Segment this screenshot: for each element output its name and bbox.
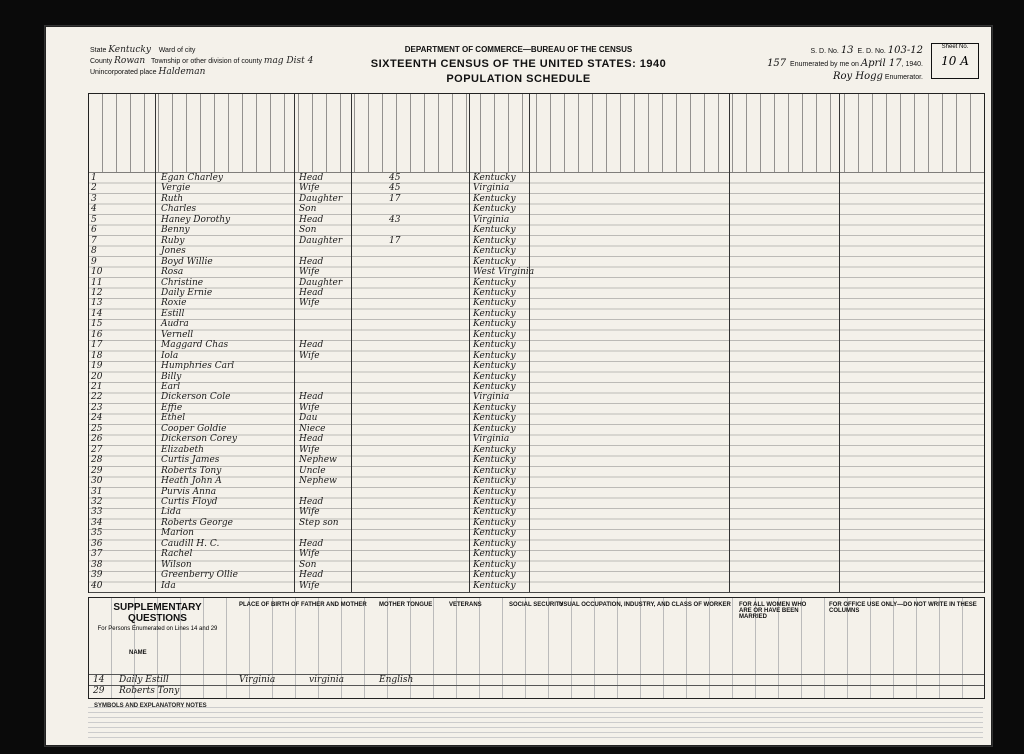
column-headers <box>89 94 984 173</box>
person-name: Ruth <box>161 193 183 204</box>
person-name: Ruby <box>161 235 185 246</box>
supp-women-header: FOR ALL WOMEN WHO ARE OR HAVE BEEN MARRIED <box>739 602 807 620</box>
stamp-number: 157 <box>767 58 787 69</box>
supp-row <box>89 685 984 696</box>
relationship: Head <box>299 496 324 507</box>
person-name: Greenberry Ollie <box>161 570 238 581</box>
sheet-value: 10 A <box>941 54 969 68</box>
supp-office-header: FOR OFFICE USE ONLY—DO NOT WRITE IN THESE COLUMNS <box>829 602 977 614</box>
census-sheet <box>45 26 992 746</box>
county-label: County <box>90 58 113 65</box>
line-number: 18 <box>91 350 103 361</box>
birthplace: Kentucky <box>473 287 516 298</box>
birthplace: Kentucky <box>473 225 516 236</box>
birthplace: Kentucky <box>473 570 516 581</box>
line-number: 17 <box>91 340 103 351</box>
age: 43 <box>389 214 401 225</box>
relationship: Head <box>299 570 324 581</box>
birthplace: West Virginia <box>473 267 535 278</box>
person-name: Earl <box>161 382 181 392</box>
supp-father-birth: Virginia <box>239 675 276 685</box>
supp-veterans-header: VETERANS <box>449 602 482 608</box>
line-number: 21 <box>91 382 103 392</box>
birthplace: Kentucky <box>473 423 516 434</box>
line-number: 40 <box>91 580 103 591</box>
divider <box>351 94 352 592</box>
line-number: 6 <box>91 225 97 236</box>
person-name: Wilson <box>161 559 192 570</box>
person-name: Iola <box>161 350 179 361</box>
line-number: 39 <box>91 570 103 581</box>
birthplace: Kentucky <box>473 235 516 246</box>
relationship: Wife <box>299 298 320 309</box>
line-number: 28 <box>91 455 103 466</box>
line-number: 16 <box>91 329 103 340</box>
line-number: 15 <box>91 319 103 330</box>
person-name: Lida <box>161 507 181 518</box>
person-name: Jones <box>161 246 186 257</box>
birthplace: Kentucky <box>473 298 516 309</box>
line-number: 14 <box>91 308 103 319</box>
divider <box>294 94 295 592</box>
birthplace: Kentucky <box>473 486 516 497</box>
birthplace: Virginia <box>473 214 510 225</box>
person-name: Purvis Anna <box>161 486 217 497</box>
person-name: Daily Ernie <box>161 287 213 298</box>
county-value: Rowan <box>114 56 146 66</box>
birthplace: Kentucky <box>473 246 516 257</box>
person-name: Cooper Goldie <box>161 423 227 434</box>
line-number: 20 <box>91 371 103 382</box>
person-name: Maggard Chas <box>161 340 229 351</box>
relationship: Daughter <box>299 277 343 288</box>
divider <box>469 94 470 592</box>
person-name: Humphries Carl <box>161 361 235 372</box>
supp-mother-birth: virginia <box>309 675 344 685</box>
age: 17 <box>389 193 401 204</box>
supp-occupation-header: USUAL OCCUPATION, INDUSTRY, AND CLASS OF WORKER <box>559 602 731 608</box>
department-title: DEPARTMENT OF COMMERCE—BUREAU OF THE CENSUS <box>404 45 633 54</box>
supplementary-subtitle: For Persons Enumerated on Lines 14 and 29 <box>97 626 218 632</box>
birthplace: Kentucky <box>473 580 516 591</box>
line-number: 2 <box>91 183 97 194</box>
person-name: Egan Charley <box>161 173 223 183</box>
row-lines <box>89 173 984 593</box>
enumerator-label: Enumerator. <box>884 74 923 81</box>
relationship: Wife <box>299 507 320 518</box>
line-number: 1 <box>91 173 97 183</box>
person-name: Boyd Willie <box>161 256 213 267</box>
birthplace: Kentucky <box>473 549 516 560</box>
birthplace: Kentucky <box>473 204 516 215</box>
sd-value: 13 <box>840 45 854 56</box>
line-number: 9 <box>91 256 97 267</box>
supp-social-header: SOCIAL SECURITY <box>509 602 564 608</box>
ed-value: 103-12 <box>887 45 923 56</box>
birthplace: Kentucky <box>473 559 516 570</box>
line-number: 24 <box>91 413 103 424</box>
birthplace: Kentucky <box>473 256 516 267</box>
relationship: Wife <box>299 183 320 194</box>
line-number: 22 <box>91 392 103 403</box>
birthplace: Kentucky <box>473 193 516 204</box>
person-name: Dickerson Corey <box>161 434 237 445</box>
relationship: Son <box>299 559 317 570</box>
year-suffix: , 1940. <box>901 61 923 68</box>
person-name: Ethel <box>161 413 186 424</box>
person-name: Heath John A <box>161 476 222 487</box>
birthplace: Kentucky <box>473 173 516 183</box>
divider <box>529 94 530 592</box>
birthplace: Kentucky <box>473 517 516 528</box>
relationship: Niece <box>299 423 326 434</box>
relationship: Nephew <box>299 476 337 487</box>
line-number: 23 <box>91 402 103 413</box>
supp-name: Daily Estill <box>119 675 169 685</box>
relationship: Son <box>299 225 317 236</box>
relationship: Head <box>299 173 324 183</box>
birthplace: Kentucky <box>473 413 516 424</box>
person-name: Benny <box>161 225 190 236</box>
birthplace: Kentucky <box>473 350 516 361</box>
relationship: Head <box>299 392 324 403</box>
age: 45 <box>389 173 401 183</box>
supp-tongue-header: MOTHER TONGUE <box>379 602 433 608</box>
header-right <box>767 45 923 84</box>
enumerated-date: April 17 <box>860 58 902 69</box>
relationship: Wife <box>299 580 320 591</box>
birthplace: Kentucky <box>473 277 516 288</box>
schedule-title: POPULATION SCHEDULE <box>446 73 591 85</box>
line-number: 25 <box>91 423 103 434</box>
line-number: 7 <box>91 235 97 246</box>
relationship: Head <box>299 256 324 267</box>
line-number: 5 <box>91 214 97 225</box>
person-name: Rachel <box>161 549 193 560</box>
line-number: 37 <box>91 549 103 560</box>
birthplace: Virginia <box>473 392 510 403</box>
birthplace: Kentucky <box>473 382 516 392</box>
relationship: Nephew <box>299 455 337 466</box>
age: 45 <box>389 183 401 194</box>
supp-name-header: NAME <box>129 650 147 656</box>
supp-line-number: 14 <box>93 675 105 685</box>
sd-label: S. D. No. <box>810 48 839 55</box>
supp-name: Roberts Tony <box>119 686 180 696</box>
supplementary-section <box>88 597 985 699</box>
person-name: Estill <box>161 308 185 319</box>
line-number: 11 <box>91 277 103 288</box>
enumerated-label: Enumerated by me on <box>790 61 859 68</box>
person-name: Caudill H. C. <box>161 538 220 549</box>
person-name: Marion <box>161 528 194 539</box>
line-number: 4 <box>91 204 97 215</box>
birthplace: Kentucky <box>473 329 516 340</box>
relationship: Head <box>299 434 324 445</box>
relationship: Step son <box>299 517 339 528</box>
relationship: Uncle <box>299 465 326 476</box>
line-number: 12 <box>91 287 103 298</box>
person-name: Roberts George <box>161 517 234 528</box>
birthplace: Kentucky <box>473 361 516 372</box>
line-number: 29 <box>91 465 103 476</box>
birthplace: Kentucky <box>473 507 516 518</box>
census-title: SIXTEENTH CENSUS OF THE UNITED STATES: 1940 <box>370 58 667 70</box>
line-number: 26 <box>91 434 103 445</box>
line-number: 38 <box>91 559 103 570</box>
relationship: Head <box>299 214 324 225</box>
supplementary-title: SUPPLEMENTARY QUESTIONS <box>113 602 202 624</box>
person-name: Curtis James <box>161 455 220 466</box>
birthplace: Kentucky <box>473 455 516 466</box>
person-name: Effie <box>161 402 183 413</box>
enumerator-signature: Roy Hogg <box>832 71 883 82</box>
enumeration-grid <box>88 93 985 593</box>
ed-label: E. D. No. <box>857 48 886 55</box>
unincorporated-label: Unincorporated place <box>90 69 157 76</box>
person-name: Christine <box>161 277 204 288</box>
person-name: Dickerson Cole <box>161 392 231 403</box>
person-name: Charles <box>161 204 197 215</box>
relationship: Wife <box>299 267 320 278</box>
person-name: Roxie <box>161 298 187 309</box>
footer-notes <box>88 703 983 739</box>
line-number: 30 <box>91 476 103 487</box>
birthplace: Virginia <box>473 183 510 194</box>
supp-line-number: 29 <box>93 686 105 696</box>
birthplace: Kentucky <box>473 319 516 330</box>
line-number: 33 <box>91 507 103 518</box>
line-number: 8 <box>91 246 97 257</box>
birthplace: Kentucky <box>473 402 516 413</box>
age: 17 <box>389 235 401 246</box>
birthplace: Kentucky <box>473 476 516 487</box>
supp-birth-header: PLACE OF BIRTH OF FATHER AND MOTHER <box>239 602 367 608</box>
birthplace: Kentucky <box>473 444 516 455</box>
line-number: 32 <box>91 496 103 507</box>
birthplace: Virginia <box>473 434 510 445</box>
relationship: Son <box>299 204 317 215</box>
person-name: Curtis Floyd <box>161 496 218 507</box>
relationship: Daughter <box>299 193 343 204</box>
symbols-title: SYMBOLS AND EXPLANATORY NOTES <box>94 703 207 709</box>
line-number: 13 <box>91 298 103 309</box>
birthplace: Kentucky <box>473 465 516 476</box>
sheet-number-box <box>931 43 979 79</box>
relationship: Head <box>299 340 324 351</box>
person-name: Audra <box>161 319 189 330</box>
sheet-label: Sheet No. <box>941 44 969 50</box>
person-name: Vernell <box>161 329 194 340</box>
relationship: Wife <box>299 444 320 455</box>
relationship: Daughter <box>299 235 343 246</box>
birthplace: Kentucky <box>473 538 516 549</box>
township-value: mag Dist 4 <box>263 56 314 66</box>
relationship: Wife <box>299 549 320 560</box>
supp-row <box>89 674 984 685</box>
birthplace: Kentucky <box>473 340 516 351</box>
person-name: Elizabeth <box>161 444 204 455</box>
person-name: Roberts Tony <box>161 465 222 476</box>
line-number: 27 <box>91 444 103 455</box>
state-label: State <box>90 47 107 54</box>
person-name: Haney Dorothy <box>161 214 231 225</box>
line-number: 19 <box>91 361 103 372</box>
birthplace: Kentucky <box>473 371 516 382</box>
relationship: Dau <box>299 413 318 424</box>
birthplace: Kentucky <box>473 308 516 319</box>
township-label: Township or other division of county <box>151 58 262 65</box>
line-number: 3 <box>91 193 97 204</box>
line-number: 34 <box>91 517 103 528</box>
person-name: Vergie <box>161 183 191 194</box>
divider <box>155 94 156 592</box>
relationship: Wife <box>299 402 320 413</box>
ward-label: Ward of city <box>158 47 196 54</box>
relationship: Wife <box>299 350 320 361</box>
birthplace: Kentucky <box>473 496 516 507</box>
line-number: 35 <box>91 528 103 539</box>
person-name: Ida <box>161 580 176 591</box>
relationship: Head <box>299 287 324 298</box>
line-number: 31 <box>91 486 103 497</box>
unincorporated-value: Haldeman <box>158 67 206 77</box>
person-name: Rosa <box>161 267 184 278</box>
supp-tongue: English <box>379 675 414 685</box>
divider <box>729 94 730 592</box>
divider <box>839 94 840 592</box>
line-number: 36 <box>91 538 103 549</box>
state-value: Kentucky <box>108 45 151 55</box>
relationship: Head <box>299 538 324 549</box>
person-name: Billy <box>161 371 182 382</box>
birthplace: Kentucky <box>473 528 516 539</box>
line-number: 10 <box>91 267 103 278</box>
